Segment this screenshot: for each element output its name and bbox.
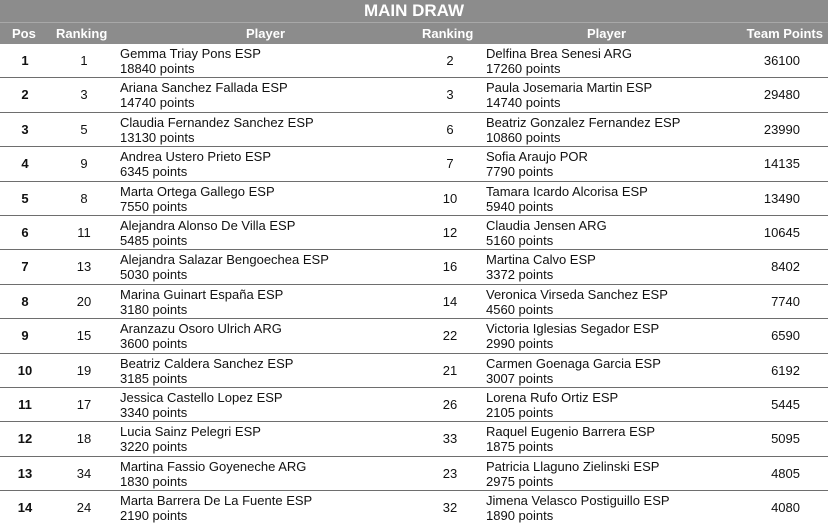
ranking-1-cell: 18 <box>76 431 92 447</box>
ranking-1-cell: 11 <box>77 224 91 240</box>
player-1-name: Marta Ortega Gallego ESP <box>120 183 275 199</box>
player-2-points: 17260 points <box>486 61 561 76</box>
player-1-name: Martina Fassio Goyeneche ARG <box>120 458 307 474</box>
player-1-cell <box>120 46 261 76</box>
draw-table-body <box>0 44 828 525</box>
ranking-1-cell: 3 <box>80 87 88 103</box>
ranking-2-cell: 16 <box>442 259 458 275</box>
player-2-cell <box>486 184 648 214</box>
ranking-2-cell: 14 <box>442 293 458 309</box>
header-pos: Pos <box>12 26 36 41</box>
player-2-name: Beatriz Gonzalez Fernandez ESP <box>486 114 681 130</box>
player-2-points: 2975 points <box>486 473 554 489</box>
player-2-name: Jimena Velasco Postiguillo ESP <box>486 493 670 509</box>
player-2-points: 3007 points <box>486 370 554 386</box>
player-2-points: 2990 points <box>486 336 554 352</box>
player-1-name: Andrea Ustero Prieto ESP <box>120 149 272 165</box>
table-row <box>0 285 828 319</box>
player-2-points: 3372 points <box>486 267 554 283</box>
ranking-2-cell: 2 <box>446 53 454 68</box>
team-points-cell: 4080 <box>771 500 800 516</box>
ranking-1-cell: 9 <box>80 156 88 172</box>
player-1-cell <box>120 184 275 214</box>
team-points-cell: 13490 <box>763 190 800 206</box>
team-points-cell: 4805 <box>771 465 800 481</box>
player-2-points: 14740 points <box>486 95 561 111</box>
header-player-2: Player <box>587 26 627 41</box>
ranking-2-cell: 10 <box>442 190 458 206</box>
ranking-1-cell: 8 <box>80 190 88 206</box>
player-2-cell <box>486 115 680 145</box>
position-cell: 6 <box>21 224 29 240</box>
player-2-points: 1875 points <box>486 439 554 455</box>
ranking-2-cell: 21 <box>442 362 458 378</box>
player-1-points: 14740 points <box>120 95 195 111</box>
player-2-cell <box>486 252 596 282</box>
team-points-cell: 8402 <box>771 259 800 275</box>
position-cell: 5 <box>21 190 29 206</box>
position-cell: 10 <box>17 362 33 378</box>
player-2-cell <box>486 459 659 489</box>
ranking-2-cell: 23 <box>442 465 458 481</box>
player-2-name: Paula Josemaria Martin ESP <box>486 80 653 96</box>
player-1-name: Alejandra Salazar Bengoechea ESP <box>120 252 329 268</box>
ranking-1-cell: 15 <box>76 328 92 344</box>
player-1-cell <box>120 493 312 523</box>
player-2-name: Delfina Brea Senesi ARG <box>486 46 632 61</box>
player-1-name: Alejandra Alonso De Villa ESP <box>120 217 296 233</box>
ranking-2-cell: 26 <box>442 396 458 412</box>
table-row <box>0 250 828 284</box>
team-points-cell: 10645 <box>763 224 800 240</box>
player-1-name: Aranzazu Osoro Ulrich ARG <box>120 321 282 337</box>
player-2-cell <box>486 80 652 110</box>
player-2-points: 2105 points <box>486 404 554 420</box>
player-1-name: Marta Barrera De La Fuente ESP <box>120 493 313 509</box>
player-1-points: 3185 points <box>120 370 188 386</box>
table-row <box>0 457 828 491</box>
player-1-points: 7550 points <box>120 198 188 214</box>
team-points-cell: 23990 <box>763 121 800 137</box>
player-1-points: 18840 points <box>120 61 195 76</box>
player-2-name: Martina Calvo ESP <box>486 252 596 268</box>
position-cell: 11 <box>18 396 32 412</box>
table-row <box>0 44 828 78</box>
player-1-cell <box>120 252 329 282</box>
table-row <box>0 388 828 422</box>
position-cell: 1 <box>21 53 29 68</box>
player-2-name: Veronica Virseda Sanchez ESP <box>486 286 668 302</box>
player-1-cell <box>120 424 261 454</box>
player-2-cell <box>486 493 670 523</box>
ranking-1-cell: 34 <box>76 465 92 481</box>
player-1-points: 3340 points <box>120 404 188 420</box>
team-points-cell: 6590 <box>771 328 800 344</box>
player-2-cell <box>486 424 655 454</box>
team-points-cell: 29480 <box>763 87 800 103</box>
player-1-points: 13130 points <box>120 129 195 145</box>
player-2-name: Victoria Iglesias Segador ESP <box>486 321 660 337</box>
player-1-cell <box>120 218 295 248</box>
player-2-name: Carmen Goenaga Garcia ESP <box>486 355 661 371</box>
player-1-points: 1830 points <box>120 473 188 489</box>
position-cell: 4 <box>21 156 29 172</box>
player-1-cell <box>120 356 293 386</box>
player-1-name: Lucia Sainz Pelegri ESP <box>120 424 261 440</box>
player-2-name: Sofia Araujo POR <box>486 149 588 165</box>
ranking-1-cell: 13 <box>76 259 92 275</box>
position-cell: 14 <box>17 500 33 516</box>
team-points-cell: 7740 <box>771 293 800 309</box>
team-points-cell: 5095 <box>771 431 800 447</box>
ranking-1-cell: 1 <box>80 53 88 68</box>
table-header <box>0 22 828 44</box>
table-row <box>0 78 828 112</box>
player-2-cell <box>486 356 661 386</box>
position-cell: 3 <box>21 121 29 137</box>
player-1-points: 2190 points <box>120 508 188 524</box>
ranking-2-cell: 12 <box>442 224 458 240</box>
header-team-points: Team Points <box>746 26 823 41</box>
team-points-cell: 6192 <box>771 362 800 378</box>
header-ranking-2: Ranking <box>422 26 474 41</box>
player-1-name: Marina Guinart España ESP <box>120 286 284 302</box>
table-row <box>0 422 828 456</box>
ranking-1-cell: 17 <box>76 396 92 412</box>
player-2-name: Tamara Icardo Alcorisa ESP <box>486 183 648 199</box>
ranking-2-cell: 33 <box>442 431 458 447</box>
table-row <box>0 216 828 250</box>
table-row <box>0 491 828 525</box>
team-points-cell: 5445 <box>771 396 800 412</box>
player-2-points: 5160 points <box>486 232 554 248</box>
ranking-2-cell: 32 <box>442 500 458 516</box>
player-2-points: 4560 points <box>486 301 554 317</box>
player-2-cell <box>486 287 668 317</box>
player-1-points: 5030 points <box>120 267 188 283</box>
player-1-name: Claudia Fernandez Sanchez ESP <box>120 114 314 130</box>
ranking-1-cell: 19 <box>76 362 92 378</box>
player-2-points: 10860 points <box>486 129 561 145</box>
position-cell: 7 <box>21 259 29 275</box>
player-1-cell <box>120 287 283 317</box>
player-1-points: 3180 points <box>120 301 188 317</box>
player-1-cell <box>120 80 288 110</box>
header-player-1: Player <box>246 26 286 41</box>
ranking-2-cell: 22 <box>442 328 458 344</box>
position-cell: 13 <box>17 465 33 481</box>
player-2-points: 1890 points <box>486 508 554 524</box>
position-cell: 12 <box>17 431 33 447</box>
player-2-cell <box>486 149 588 179</box>
player-1-points: 3600 points <box>120 336 188 352</box>
position-cell: 8 <box>21 293 29 309</box>
player-1-points: 6345 points <box>120 164 188 180</box>
player-1-cell <box>120 321 282 351</box>
player-1-points: 3220 points <box>120 439 188 455</box>
player-1-name: Ariana Sanchez Fallada ESP <box>120 80 288 96</box>
player-2-cell <box>486 218 607 248</box>
player-2-name: Claudia Jensen ARG <box>486 217 607 233</box>
table-row <box>0 319 828 353</box>
ranking-1-cell: 24 <box>76 500 92 516</box>
player-2-cell <box>486 390 618 420</box>
player-1-cell <box>120 459 306 489</box>
player-1-cell <box>120 149 271 179</box>
player-1-cell <box>120 390 283 420</box>
team-points-cell: 14135 <box>763 156 800 172</box>
ranking-2-cell: 3 <box>446 87 454 103</box>
ranking-1-cell: 5 <box>80 121 88 137</box>
ranking-1-cell: 20 <box>76 293 92 309</box>
position-cell: 9 <box>21 328 29 344</box>
player-1-name: Jessica Castello Lopez ESP <box>120 389 283 405</box>
position-cell: 2 <box>21 87 29 103</box>
page-title: MAIN DRAW <box>0 0 828 22</box>
player-1-name: Beatriz Caldera Sanchez ESP <box>120 355 294 371</box>
player-2-name: Patricia Llaguno Zielinski ESP <box>486 458 660 474</box>
player-1-cell <box>120 115 314 145</box>
player-2-name: Lorena Rufo Ortiz ESP <box>486 389 619 405</box>
player-2-cell <box>486 46 632 76</box>
table-row <box>0 354 828 388</box>
table-row <box>0 182 828 216</box>
player-1-points: 5485 points <box>120 232 188 248</box>
player-2-points: 5940 points <box>486 198 554 214</box>
player-2-points: 7790 points <box>486 164 554 180</box>
ranking-2-cell: 6 <box>446 121 454 137</box>
table-row <box>0 113 828 147</box>
player-2-name: Raquel Eugenio Barrera ESP <box>486 424 656 440</box>
team-points-cell: 36100 <box>763 53 800 68</box>
header-ranking-1: Ranking <box>56 26 108 41</box>
player-1-name: Gemma Triay Pons ESP <box>120 46 261 61</box>
player-2-cell <box>486 321 659 351</box>
table-row <box>0 147 828 181</box>
ranking-2-cell: 7 <box>446 156 454 172</box>
